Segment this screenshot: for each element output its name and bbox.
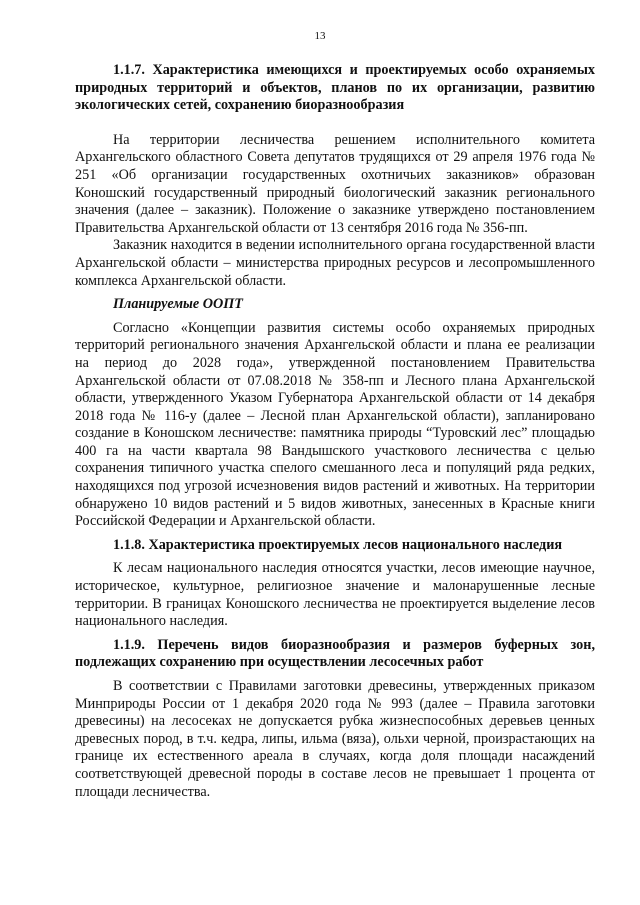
section-heading-1-1-7: 1.1.7. Характеристика имеющихся и проектируемых особо охраняемых природных территорий и объектов, планов по их организации, развитию экологических сетей, сохранению биоразнообразия bbox=[75, 62, 595, 114]
section-heading-1-1-9: 1.1.9. Перечень видов биоразнообразия и размеров буферных зон, подлежащих сохранению при осуществлении лесосечных работ bbox=[75, 636, 595, 671]
page-content bbox=[75, 62, 595, 801]
paragraph-zakaznik-established: На территории лесничества решением исполнительного комитета Архангельского областного Совета депутатов трудящихся от 29 апреля 1976 года № 251 «Об организации государственных охотничьих заказников» образован Коношский государственный природный биологический заказник регионального значения (далее – заказник). Положение о заказнике утверждено постановлением Правительства Архангельской области от 13 сентября 2016 года № 356-пп. bbox=[75, 131, 595, 236]
section-heading-1-1-8: 1.1.8. Характеристика проектируемых лесов национального наследия bbox=[113, 536, 563, 553]
paragraph-logging-rules: В соответствии с Правилами заготовки древесины, утвержденных приказом Минприроды России от 1 декабря 2020 года № 993 (далее – Правила заготовки древесины) на лесосеках не допускается рубка жизнеспособных деревьев ценных древесных пород, в т.ч. кедра, липы, ильма (вяза), ольхи черной, произрастающих на границе их естественного ареала в случаях, когда доля площади насаждений соответствующей древесной породы в составе лесов не превышает 1 процента от площади лесничества. bbox=[75, 678, 595, 800]
paragraph-planned-oopt: Согласно «Концепции развития системы особо охраняемых природных территорий регионального значения Архангельской области и плана ее реализации на период до 2028 года», утвержденной постановлением Правительства Архангельской области от 07.08.2018 № 358-пп и Лесного плана Архангельской области, утвержденного Указом Губернатора Архангельской области от 14 декабря 2018 года № 116-у (далее – Лесной план Архангельской области), запланировано создание в Коношском лесничестве: памятника природы “Туровский лес” площадью 400 га на части квартала 98 Вандышского участкового лесничества с целью сохранения типичного участка спелого смешанного леса и популяций ряда редких, находящихся под угрозой исчезновения видов растений и животных. На территории обнаружено 10 видов растений и 5 видов животных, занесенных в Красные книги Российской Федерации и Архангельской области. bbox=[75, 319, 595, 530]
page-number: 13 bbox=[314, 30, 326, 42]
paragraph-zakaznik-management: Заказник находится в ведении исполнительного органа государственной власти Архангельской области – министерства природных ресурсов и лесопромышленного комплекса Архангельской области. bbox=[75, 237, 595, 289]
paragraph-national-heritage-forests: К лесам национального наследия относятся участки, лесов имеющие научное, историческое, культурное, религиозное значение и малонарушенные лесные территории. В границах Коношского лесничества не проектируется выделение лесов национального наследия. bbox=[75, 560, 595, 630]
sub-heading-planned-oopt: Планируемые ООПТ bbox=[113, 296, 243, 313]
